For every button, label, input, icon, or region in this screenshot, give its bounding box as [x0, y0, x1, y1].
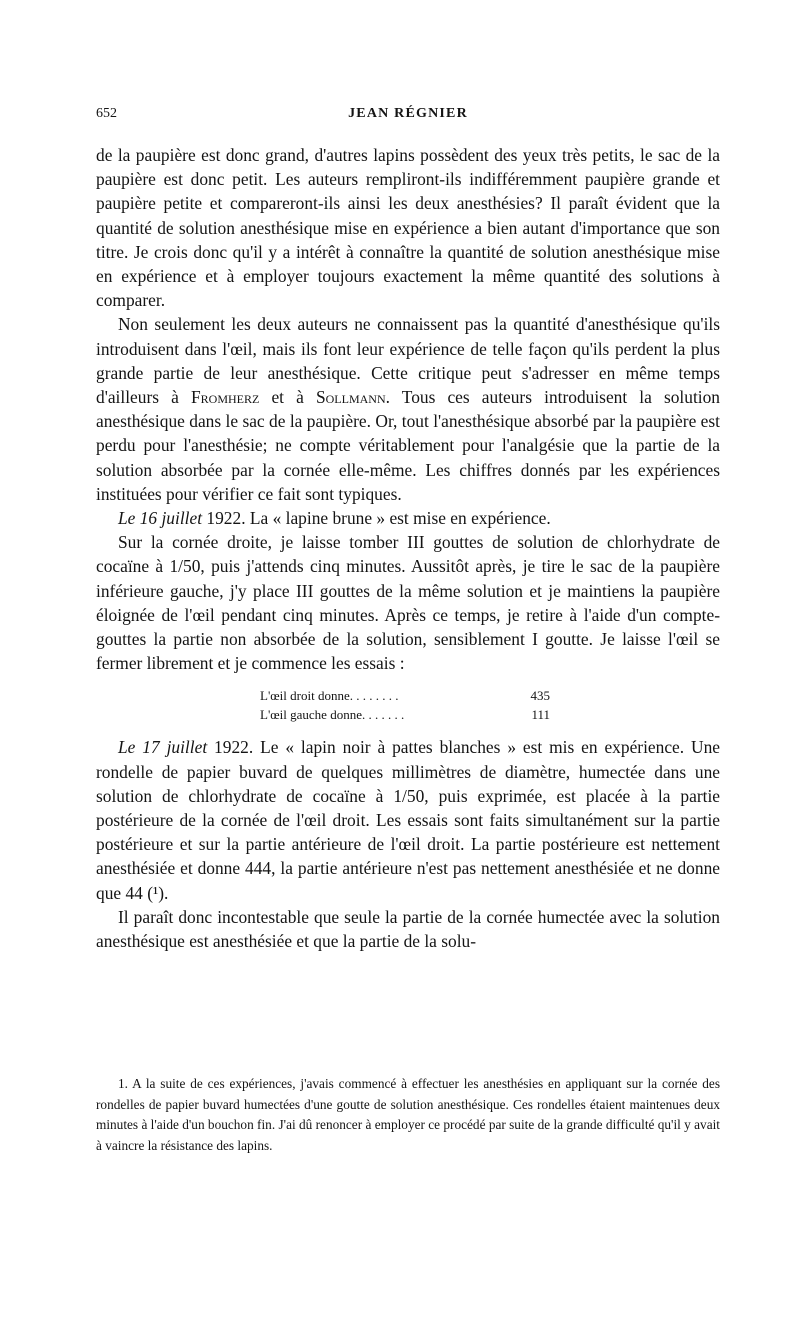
paragraph-critique [96, 312, 720, 506]
paragraph-experiment-1: Sur la cornée droite, je laisse tomber III gouttes de solution de chlorhydrate de cocaïne à 1/50, puis j'attends cinq minutes. Aussitôt après, je tire le sac de la paupière inférieure gauche, j'y place III gouttes de la même solution et je maintiens la paupière éloignée de l'œil pendant cinq minutes. Après ce temps, je retire à l'aide d'un compte-gouttes la partie non absorbée de la solution, sensiblement I goutte. Je laisse l'œil se fermer librement et je commence les essais : [96, 532, 720, 674]
result-row [260, 686, 550, 705]
paragraph-conclusion: Il paraît donc incontestable que seule la partie de la cornée humectée avec la solution anesthésique est anesthésiée et que la partie de la solu- [96, 906, 720, 952]
page-number: 652 [96, 106, 117, 121]
result-value: 111 [531, 707, 550, 723]
footnote-text: 1. A la suite de ces expériences, j'avais commencé à effectuer les anesthésies en appliquant sur la cornée des rondelles de papier buvard humectées d'une goutte de solution anesthésique. Ces rondelles étaient maintenues deux minutes à l'aide d'un bouchon fin. J'ai dû renoncer à employer ce procédé par suite de la grande difficulté qu'il y avait à vaincre la résistance des lapins. [96, 1076, 720, 1153]
author-name-sollmann: Sollmann [315, 387, 386, 408]
footnote [96, 1074, 720, 1156]
result-label: L'œil droit donne. . . . . . . . [260, 688, 399, 704]
experiment-date: Le 17 juillet [118, 737, 208, 758]
result-value: 435 [530, 688, 550, 704]
experiment-intro: 1922. La « lapine brune » est mise en expérience. [202, 508, 551, 529]
experiment-date: Le 16 juillet [118, 508, 203, 529]
result-label: L'œil gauche donne. . . . . . . [260, 707, 405, 723]
body-text [96, 143, 720, 953]
paragraph-continuation: de la paupière est donc grand, d'autres lapins possèdent des yeux très petits, le sac de la paupière est donc petit. Les auteurs rempliront-ils indifféremment paupière grande et paupière petite et compareront-ils ainsi les deux anesthésies? Il paraît évident que la quantité de solution anesthésique mise en expérience a bien autant d'importance que son titre. Je crois donc qu'il y a intérêt à connaître la quantité de solution anesthésique mise en expérience et à employer toujours exactement la même quantité des solutions à comparer. [96, 145, 720, 311]
page-header [96, 106, 720, 128]
author-name-fromherz: Fromherz [190, 387, 260, 408]
experiment-1-heading [96, 506, 720, 530]
paragraph-critique-text: Non seulement les deux auteurs ne connaissent pas la quantité d'anesthésique qu'ils introduisent dans l'œil, mais ils font leur expérience de telle façon qu'ils perdent la plus grande partie de leur anesthésique. Cette critique peut s'adresser en même temps d'ailleurs à [96, 314, 720, 408]
paragraph-critique-text: . Tous ces auteurs introduisent la solution anesthésique dans le sac de la paupière. Or, tout l'anesthésique absorbé par la paupière est perdu pour l'anesthésie; ne compte véritablement pour l'analgésie que la partie de la solution absorbée par la cornée elle-même. Les chiffres donnés par les expériences instituées pour vérifier ce fait sont typiques. [96, 387, 721, 504]
running-head: JEAN RÉGNIER [348, 106, 468, 121]
paragraph-critique-text: et à [271, 387, 304, 408]
result-row [260, 705, 550, 724]
experiment-2-text: 1922. Le « lapin noir à pattes blanches » est mis en expérience. Une rondelle de papier buvard de quelques millimètres de diamètre, humectée dans une solution de chlorhydrate de cocaïne à 1/50, puis exprimée, est placée à la partie postérieure de la cornée de l'œil droit. Les essais sont faits simultanément sur la partie postérieure et sur la partie antérieure de l'œil droit. La partie postérieure est nettement anesthésiée et donne 444, la partie antérieure n'est pas nettement anesthésiée et ne donne que 44 (¹). [96, 737, 720, 903]
paragraph-experiment-2 [96, 735, 720, 904]
results-list [260, 686, 720, 724]
